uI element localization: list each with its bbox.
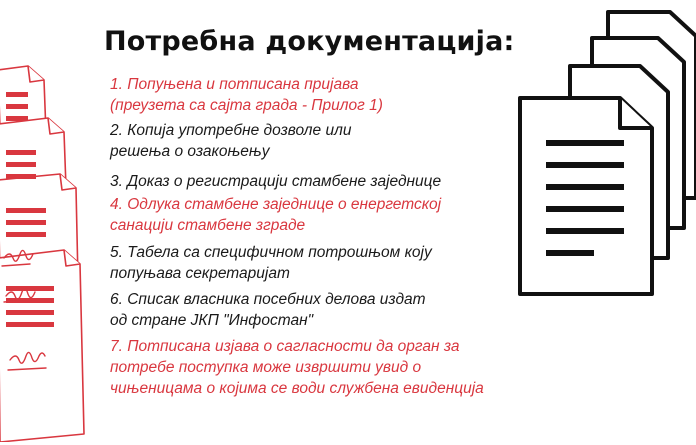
document-stack-icon: [512, 8, 696, 302]
signed-documents-icon: [0, 62, 86, 442]
list-item-2-line-2: решења о озакоњењу: [110, 143, 270, 160]
list-item-3-line-1: 3. Доказ о регистрацији стамбене заједнице: [110, 173, 442, 190]
list-item-6-line-2: од стране ЈКП "Инфостан": [110, 312, 314, 329]
page-title: Потребна документација:: [104, 26, 515, 57]
list-item-3: [110, 171, 550, 192]
list-item-6-line-1: 6. Списак власника посебних делова издат: [110, 291, 426, 308]
list-item-2-line-1: 2. Копија употребне дозволе или: [110, 122, 352, 139]
list-item-4: [110, 194, 550, 236]
list-item-7: [110, 336, 550, 399]
document-list: [110, 74, 550, 399]
list-item-7-line-1: 7. Потписана изјава о сагласности да орган за: [110, 338, 460, 355]
list-item-2: [110, 120, 550, 162]
list-item-1-line-1: 1. Попуњена и потписана пријава: [110, 76, 359, 93]
list-item-6: [110, 289, 550, 331]
list-item-5-line-2: попуњава секретаријат: [110, 265, 290, 282]
list-item-4-line-1: 4. Одлука стамбене заједнице о енергетској: [110, 196, 442, 213]
list-item-5: [110, 242, 550, 284]
list-item-5-line-1: 5. Табела са специфичном потрошњом коју: [110, 244, 432, 261]
list-item-4-line-2: санацији стамбене зграде: [110, 217, 306, 234]
list-item-1: [110, 74, 550, 116]
list-item-7-line-3: чињеницама о којима се води службена евиденција: [110, 380, 484, 397]
list-item-7-line-2: потребе поступка може извршити увид о: [110, 359, 422, 376]
list-item-1-line-2: (преузета са сајта града - Прилог 1): [110, 97, 383, 114]
